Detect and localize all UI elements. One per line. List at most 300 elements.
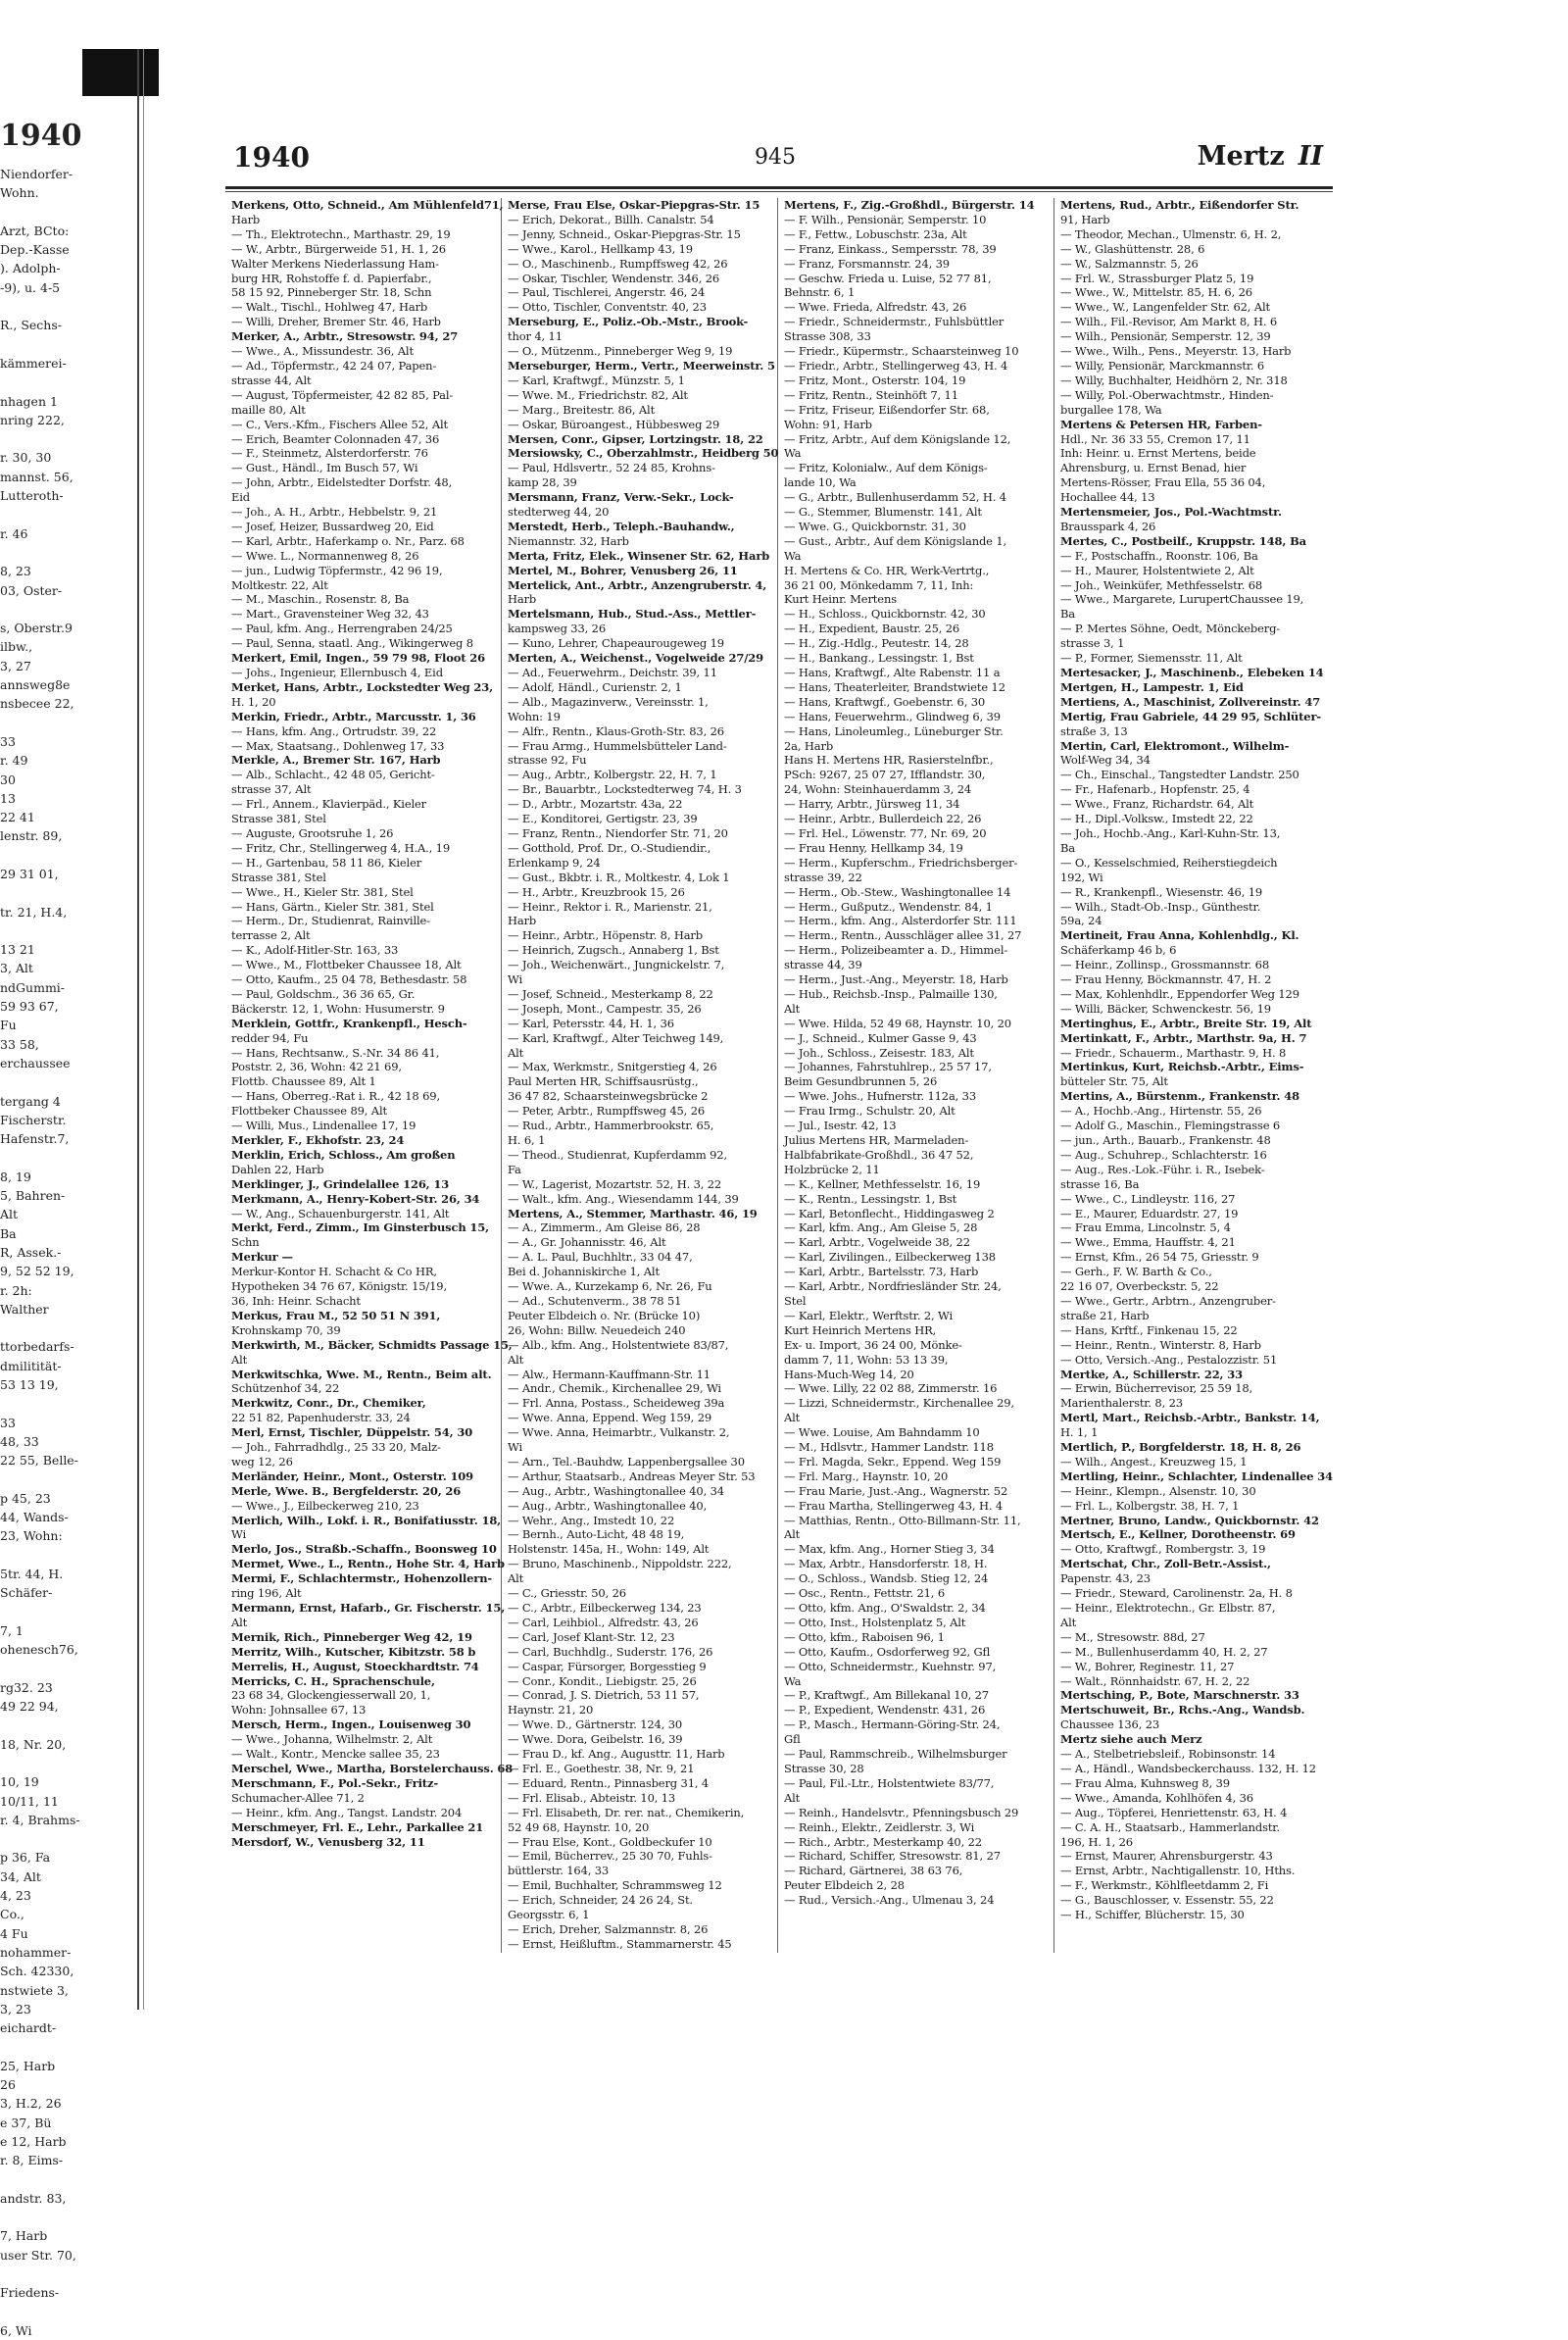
directory-entry-line: — Hans, Oberreg.-Rat i. R., 42 18 69, (231, 1089, 440, 1104)
directory-entry-line: — Fritz, Rentn., Steinhöft 7, 11 (784, 387, 958, 402)
previous-page-line: rg32. 23 (0, 1679, 53, 1695)
directory-entry-line: — Johs., Ingenieur, Ellernbusch 4, Eid (231, 666, 443, 679)
directory-entry-line: Alt (508, 1045, 524, 1060)
directory-entry-line: — Joh., A. H., Arbtr., Hebbelstr. 9, 21 (231, 505, 438, 520)
previous-page-line: 22 55, Belle- (0, 1453, 78, 1469)
previous-page-line: Friedens- (0, 2285, 60, 2301)
previous-page-line (0, 883, 135, 902)
directory-entry-line: Stel (784, 1293, 807, 1308)
previous-page-line: erchaussee (0, 1055, 71, 1070)
directory-entry-line: Haynstr. 21, 20 (508, 1703, 594, 1718)
directory-entry-line: Mertens & Petersen HR, Farben- (1060, 417, 1262, 431)
directory-entry-line: — Franz, Einkass., Sempersstr. 78, 39 (784, 241, 997, 256)
directory-entry-line: — Frau Henny, Hellkamp 34, 19 (784, 840, 963, 855)
previous-page-line: 3, Alt (0, 961, 33, 976)
directory-entry-line: Holstenstr. 145a, H., Wohn: 149, Alt (508, 1542, 710, 1557)
previous-page-line (0, 1319, 135, 1337)
directory-entry-line: Mertesacker, J., Maschinenb., Elebeken 14 (1060, 666, 1324, 679)
previous-page-line (0, 429, 135, 448)
directory-entry-line: Merseburger, Herm., Vertr., Meerweinstr. 5 (508, 358, 775, 373)
directory-entry-line: terrasse 2, Alt (231, 928, 311, 943)
directory-entry-line: Bäckerstr. 12, 1, Wohn: Husumerstr. 9 (231, 1001, 445, 1016)
directory-entry-line: PSch: 9267, 25 07 27, Ifflandstr. 30, (784, 768, 986, 782)
previous-page-line (0, 2037, 135, 2056)
previous-page-line: 53 13 19, (0, 1377, 59, 1392)
directory-entry-line: strasse 39, 22 (784, 870, 862, 884)
directory-entry-line: — D., Arbtr., Mozartstr. 43a, 22 (508, 797, 683, 812)
directory-entry-line: — Frau Else, Kont., Goldbeckufer 10 (508, 1834, 712, 1849)
directory-entry-line: — E., Maurer, Eduardstr. 27, 19 (1060, 1206, 1239, 1220)
directory-column-2 (502, 198, 778, 1953)
directory-entry-line: Mertineit, Frau Anna, Kohlenhdlg., Kl. (1060, 928, 1299, 943)
directory-entry-line: — August, Töpfermeister, 42 82 85, Pal- (231, 387, 454, 402)
previous-page-line: 5tr. 44, H. (0, 1566, 64, 1581)
directory-entry-line: H. Mertens & Co. HR, Werk-Vertrtg., (784, 563, 990, 577)
directory-entry-line: Alt (784, 1790, 801, 1805)
previous-page-line: nohammer- (0, 1944, 72, 1960)
directory-entry-line: — Max, Werkmstr., Snitgerstieg 4, 26 (508, 1060, 717, 1074)
directory-entry-line: — W., Ang., Schauenburgerstr. 141, Alt (231, 1206, 450, 1220)
directory-entry-line: Ba (1060, 607, 1076, 622)
directory-entry-line: — Adolf, Händl., Curienstr. 2, 1 (508, 679, 682, 694)
directory-entry-line: Merrelis, H., August, Stoeckhardtstr. 74 (231, 1659, 479, 1673)
directory-entry-line: H. 1, 20 (231, 694, 276, 709)
directory-entry-line: — Hans, Gärtn., Kieler Str. 381, Stel (231, 899, 434, 914)
directory-entry-line: Wa (784, 548, 802, 563)
directory-entry-line: — Aug., Res.-Lok.-Führ. i. R., Isebek- (1060, 1162, 1265, 1176)
directory-entry-line: Wa (784, 446, 802, 461)
directory-entry-line: — Paul, Tischlerei, Angerstr. 46, 24 (508, 285, 706, 300)
directory-entry-line: — P., Expedient, Wendenstr. 431, 26 (784, 1703, 986, 1718)
directory-entry-line: — Herm., Dr., Studienrat, Rainville- (231, 914, 430, 928)
directory-entry-line: — Rud., Arbtr., Hammerbrookstr. 65, (508, 1119, 714, 1133)
directory-entry-line: Alt (784, 1527, 801, 1542)
directory-entry-line: — Karl, Arbtr., Nordfriesländer Str. 24, (784, 1279, 1002, 1294)
directory-entry-line: — Franz, Rentn., Niendorfer Str. 71, 20 (508, 825, 728, 840)
directory-entry-line: — Fritz, Friseur, Eißendorfer Str. 68, (784, 402, 990, 417)
directory-entry-line: — Max, Kohlenhdlr., Eppendorfer Weg 129 (1060, 986, 1299, 1001)
directory-entry-line: — Bernh., Auto-Licht, 48 48 19, (508, 1527, 685, 1542)
directory-entry-line: 24, Wohn: Steinhauerdamm 3, 24 (784, 782, 972, 797)
directory-entry-line: — Hub., Reichsb.-Insp., Palmaille 130, (784, 986, 998, 1001)
directory-entry-line: — Karl, Elektr., Werftstr. 2, Wi (784, 1308, 954, 1322)
previous-page-line: r. 49 (0, 753, 28, 769)
directory-entry-line: — Caspar, Fürsorger, Borgesstieg 9 (508, 1659, 707, 1673)
directory-entry-line: — Friedr., Schneidermstr., Fuhlsbüttler (784, 315, 1004, 329)
directory-entry-line: Mertig, Frau Gabriele, 44 29 95, Schlüter- (1060, 709, 1322, 723)
directory-entry-line: Wohn: Johnsallee 67, 13 (231, 1703, 367, 1718)
previous-page-year: 1940 (0, 119, 82, 153)
previous-page-line: p 45, 23 (0, 1490, 51, 1506)
directory-entry-line: — Aug., Arbtr., Kolbergstr. 22, H. 7, 1 (508, 768, 717, 782)
directory-entry-line: strasse 37, Alt (231, 782, 312, 797)
directory-entry-line: — P. Mertes Söhne, Oedt, Mönckeberg- (1060, 622, 1281, 636)
directory-entry-line: — Herm., Just.-Ang., Meyerstr. 18, Harb (784, 972, 1008, 987)
previous-page-line (0, 1754, 135, 1772)
directory-entry-line: Halbfabrikate-Großhdl., 36 47 52, (784, 1147, 974, 1162)
directory-entry-line: Mermet, Wwe., L., Rentn., Hohe Str. 4, Harb (231, 1557, 505, 1571)
previous-page-lines (0, 165, 135, 2340)
directory-entry-line: Wi (508, 1440, 522, 1455)
directory-entry-line: — O., Kesselschmied, Reiherstiegdeich (1060, 855, 1278, 870)
previous-page-line: Wohn. (0, 185, 39, 201)
previous-page-line: 6, Wi (0, 2322, 32, 2338)
directory-entry-line: Mersiowsky, C., Oberzahlmstr., Heidberg 50 (508, 446, 779, 461)
directory-entry-line: — Alb., Schlacht., 42 48 05, Gericht- (231, 768, 435, 782)
directory-entry-line: Merklinger, J., Grindelallee 126, 13 (231, 1176, 450, 1191)
directory-entry-line: Mertens, A., Stemmer, Marthastr. 46, 19 (508, 1206, 758, 1220)
directory-entry-line: — F. Wilh., Pensionär, Semperstr. 10 (784, 212, 987, 226)
directory-entry-line: — Wilh., Angest., Kreuzweg 15, 1 (1060, 1454, 1248, 1469)
directory-entry-line: — Ernst, Arbtr., Nachtigallenstr. 10, Hths. (1060, 1864, 1296, 1878)
directory-entry-line: — Bruno, Maschinenb., Nippoldstr. 222, (508, 1557, 732, 1571)
directory-entry-line: — Alb., kfm. Ang., Holstentwiete 83/87, (508, 1337, 729, 1352)
scan-edge-mark (82, 49, 159, 96)
previous-page-line: 4 Fu (0, 1925, 28, 1941)
directory-entry-line: — C., Griesstr. 50, 26 (508, 1586, 626, 1601)
directory-entry-line: Merkwitschka, Wwe. M., Rentn., Beim alt. (231, 1367, 492, 1381)
directory-entry-line: Mertl, Mart., Reichsb.-Arbtr., Bankstr. 14, (1060, 1411, 1320, 1425)
directory-entry-line: — Johannes, Fahrstuhlrep., 25 57 17, (784, 1060, 992, 1074)
directory-entry-line: burgallee 178, Wa (1060, 402, 1162, 417)
directory-entry-line: strasse 92, Fu (508, 753, 587, 768)
directory-entry-line: — Josef, Heizer, Bussardweg 20, Eid (231, 519, 434, 533)
directory-entry-line: Alt (231, 1615, 248, 1629)
previous-page-line: Dep.-Kasse (0, 242, 70, 258)
directory-entry-line: — Wwe., Emma, Hauffstr. 4, 21 (1060, 1235, 1236, 1250)
directory-entry-line: — Harry, Arbtr., Jürsweg 11, 34 (784, 797, 960, 812)
previous-page-line (0, 1716, 135, 1734)
directory-column-4 (1054, 198, 1331, 1953)
directory-entry-line: — Max, Arbtr., Hansdorferstr. 18, H. (784, 1557, 988, 1571)
header-year: 1940 (233, 141, 310, 174)
directory-entry-line: Wohn: 91, Harb (784, 417, 872, 431)
directory-entry-line: — Frl. Anna, Postass., Scheideweg 39a (508, 1396, 725, 1411)
directory-entry-line: — Herm., kfm. Ang., Alsterdorfer Str. 111 (784, 914, 1017, 928)
directory-entry-line: — Otto, Inst., Holstenplatz 5, Alt (784, 1615, 966, 1629)
directory-entry-line: — F., Fettw., Lobuschstr. 23a, Alt (784, 226, 967, 241)
directory-entry-line: — Herm., Ob.-Stew., Washingtonallee 14 (784, 884, 1011, 899)
previous-page-line: Co., (0, 1907, 24, 1922)
previous-page-line (0, 1829, 135, 1848)
directory-entry-line: — jun., Arth., Bauarb., Frankenstr. 48 (1060, 1133, 1271, 1147)
previous-page-line (0, 1394, 135, 1413)
directory-entry-line: Alt (1060, 1615, 1077, 1629)
directory-entry-line: — Wwe., J., Eilbeckerweg 210, 23 (231, 1498, 419, 1513)
directory-entry-line: — Erich, Schneider, 24 26 24, St. (508, 1893, 693, 1908)
directory-entry-line: — Willy, Pensionär, Marckmannstr. 6 (1060, 358, 1265, 373)
previous-page-line (0, 600, 135, 619)
directory-entry-line: — H., Gartenbau, 58 11 86, Kieler (231, 855, 422, 870)
previous-page-line: 10/11, 11 (0, 1793, 59, 1809)
directory-entry-line: — Wwe., W., Mittelstr. 85, H. 6, 26 (1060, 285, 1252, 300)
directory-entry-line: Mertschat, Chr., Zoll-Betr.-Assist., (1060, 1557, 1271, 1571)
directory-entry-line: Papenstr. 43, 23 (1060, 1571, 1151, 1586)
previous-page-line: Hafenstr.7, (0, 1131, 70, 1147)
directory-entry-line: — Frau Marie, Just.-Ang., Wagnerstr. 52 (784, 1483, 1008, 1498)
directory-entry-line: — Wwe., C., Lindleystr. 116, 27 (1060, 1191, 1236, 1206)
previous-page-line: tr. 21, H.4, (0, 904, 68, 920)
directory-entry-line: — Frl. Elisab., Abteistr. 10, 13 (508, 1790, 676, 1805)
directory-entry-line: Holzbrücke 2, 11 (784, 1162, 880, 1176)
directory-entry-line: Wolf-Weg 34, 34 (1060, 753, 1151, 768)
previous-page-line (0, 1148, 135, 1167)
directory-entry-line: — Aug., Arbtr., Washingtonallee 40, (508, 1498, 708, 1513)
directory-page (225, 137, 1333, 1951)
previous-page-line: 44, Wands- (0, 1510, 69, 1525)
previous-page-line: 33 58, (0, 1036, 39, 1052)
directory-entry-line: Mertin, Carl, Elektromont., Wilhelm- (1060, 738, 1290, 753)
directory-entry-line: — Mart., Gravensteiner Weg 32, 43 (231, 607, 429, 622)
directory-entry-line: — J., Schneid., Kulmer Gasse 9, 43 (784, 1030, 977, 1045)
directory-entry-line: — G., Arbtr., Bullenhuserdamm 52, H. 4 (784, 490, 1006, 505)
previous-page-line: ohenesch76, (0, 1642, 78, 1658)
directory-entry-line: Schumacher-Allee 71, 2 (231, 1790, 365, 1805)
previous-page-line (0, 543, 135, 562)
directory-entry-line: H. 1, 1 (1060, 1425, 1099, 1440)
directory-entry-line: Ex- u. Import, 36 24 00, Mönke- (784, 1337, 962, 1352)
directory-entry-line: — Frau Emma, Lincolnstr. 5, 4 (1060, 1220, 1231, 1235)
directory-entry-line: Hdl., Nr. 36 33 55, Cremon 17, 11 (1060, 431, 1250, 446)
previous-page-line: 33 (0, 733, 16, 749)
directory-entry-line: — Paul, Fil.-Ltr., Holstentwiete 83/77, (784, 1775, 995, 1790)
directory-column-3 (778, 198, 1054, 1953)
previous-page-line: Schäfer- (0, 1585, 53, 1601)
directory-entry-line: — Rich., Arbtr., Mesterkamp 40, 22 (784, 1834, 982, 1849)
previous-page-line: 25, Harb (0, 2058, 56, 2073)
directory-entry-line: — Willi, Mus., Lindenallee 17, 19 (231, 1119, 416, 1133)
directory-entry-line: — Reinh., Elektr., Zeidlerstr. 3, Wi (784, 1819, 975, 1834)
directory-entry-line: Flottbeker Chaussee 89, Alt (231, 1104, 387, 1119)
directory-entry-line: — jun., Ludwig Töpfermstr., 42 96 19, (231, 563, 443, 577)
directory-entry-line: — Wwe., Amanda, Kohlhöfen 4, 36 (1060, 1790, 1253, 1805)
directory-entry-line: Wi (508, 972, 522, 987)
previous-page-line: 59 93 67, (0, 999, 59, 1015)
directory-entry-line: Mertner, Bruno, Landw., Quickbornstr. 42 (1060, 1513, 1319, 1527)
directory-entry-line: Brausspark 4, 26 (1060, 519, 1156, 533)
directory-entry-line: — Otto, kfm., Raboisen 96, 1 (784, 1629, 945, 1644)
directory-entry-line: — Ch., Einschal., Tangstedter Landstr. 250 (1060, 768, 1299, 782)
directory-entry-line: — A., Gr. Johannisstr. 46, Alt (508, 1235, 666, 1250)
directory-entry-line: — Willy, Buchhalter, Heidhörn 2, Nr. 318 (1060, 373, 1288, 387)
directory-entry-line: — Jul., Isestr. 42, 13 (784, 1119, 897, 1133)
previous-page-line: Ba (0, 1225, 17, 1241)
book-spine-shadow (143, 49, 144, 2010)
directory-entry-line: — Joseph, Mont., Campestr. 35, 26 (508, 1001, 702, 1016)
directory-entry-line: — W., Arbtr., Bürgerweide 51, H. 1, 26 (231, 241, 446, 256)
directory-entry-line: Bei d. Johanniskirche 1, Alt (508, 1265, 660, 1279)
directory-entry-line: — Karl, Petersstr. 44, H. 1, 36 (508, 1016, 674, 1030)
directory-entry-line: — Hans, Theaterleiter, Brandstwiete 12 (784, 679, 1005, 694)
directory-entry-line: Julius Mertens HR, Marmeladen- (784, 1133, 969, 1147)
previous-page-line (0, 1469, 135, 1488)
directory-entry-line: — Wwe., Margarete, LurupertChaussee 19, (1060, 592, 1304, 607)
book-spine (137, 49, 139, 2010)
directory-entry-line: — Heinr., Arbtr., Höpenstr. 8, Harb (508, 928, 703, 943)
directory-entry-line: — Heinr., Zollinsp., Grossmannstr. 68 (1060, 958, 1269, 972)
previous-page-line (0, 335, 135, 354)
directory-entry-line: — Friedr., Schauerm., Marthastr. 9, H. 8 (1060, 1045, 1287, 1060)
previous-page-line: R., Sechs- (0, 318, 62, 333)
directory-entry-line: — F., Postschaffn., Roonstr. 106, Ba (1060, 548, 1258, 563)
directory-entry-line: — F., Werkmstr., Köhlfleetdamm 2, Fi (1060, 1878, 1269, 1893)
header-rule-thin (225, 191, 1333, 192)
directory-entry-line: Merket, Hans, Arbtr., Lockstedter Weg 23, (231, 679, 493, 694)
directory-entry-line: — F., Steinmetz, Alsterdorferstr. 76 (231, 446, 428, 461)
previous-page-line: 22 41 (0, 810, 35, 825)
directory-entry-line: — Friedr., Arbtr., Stellingerweg 43, H. 4 (784, 358, 1008, 373)
directory-entry-line: — Gust., Arbtr., Auf dem Königslande 1, (784, 533, 1007, 548)
directory-entry-line: — Aug., Schuhrep., Schlachterstr. 16 (1060, 1147, 1267, 1162)
directory-entry-line: — Oskar, Tischler, Wendenstr. 346, 26 (508, 271, 720, 285)
directory-column-1 (225, 198, 514, 1953)
directory-entry-line: Mertiens, A., Maschinist, Zollvereinstr. 47 (1060, 694, 1321, 709)
directory-entry-line: Mertgen, H., Lampestr. 1, Eid (1060, 679, 1244, 694)
directory-entry-line: — Herm., Polizeibeamter a. D., Himmel- (784, 943, 1008, 958)
directory-entry-line: — Hans, Kraftwgf., Goebenstr. 6, 30 (784, 694, 986, 709)
directory-entry-line: bütteler Str. 75, Alt (1060, 1074, 1168, 1089)
previous-page-line: eichardt- (0, 2020, 57, 2036)
directory-entry-line: — Fritz, Mont., Osterstr. 104, 19 (784, 373, 966, 387)
directory-entry-line: — Lizzi, Schneidermstr., Kirchenallee 29, (784, 1396, 1014, 1411)
directory-entry-line: — Frau Irmg., Schulstr. 20, Alt (784, 1104, 956, 1119)
directory-entry-line: 58 15 92, Pinneberger Str. 18, Schn (231, 285, 432, 300)
directory-entry-line: Mermi, F., Schlachtermstr., Hohenzollern- (231, 1571, 493, 1586)
directory-entry-line: — Frl. Magda, Sekr., Eppend. Weg 159 (784, 1454, 1002, 1469)
directory-entry-line: — Max, Staatsang., Dohlenweg 17, 33 (231, 738, 445, 753)
directory-entry-line: — Joh., Weinküfer, Methfesselstr. 68 (1060, 577, 1263, 592)
previous-page-line: nsbecee 22, (0, 696, 74, 712)
previous-page-line (0, 1659, 135, 1677)
directory-entry-line: — A., Stelbetriebsleif., Robinsonstr. 14 (1060, 1747, 1276, 1762)
directory-entry-line: — H., Zig.-Hdlg., Peutestr. 14, 28 (784, 636, 969, 651)
directory-entry-line: Mertins, A., Bürstenm., Frankenstr. 48 (1060, 1089, 1299, 1104)
previous-page-line: Walther (0, 1301, 49, 1317)
directory-entry-line: Mertinghus, E., Arbtr., Breite Str. 19, Alt (1060, 1016, 1312, 1030)
directory-entry-line: Ahrensburg, u. Ernst Benad, hier (1060, 461, 1247, 475)
directory-entry-line: — Hans, kfm. Ang., Ortrudstr. 39, 22 (231, 723, 437, 738)
directory-entry-line: Harb (231, 212, 261, 226)
directory-entry-line: Strasse 30, 28 (784, 1761, 864, 1775)
directory-entry-line: — Wwe. Dora, Geibelstr. 16, 39 (508, 1732, 683, 1747)
directory-entry-line: — Willy, Pol.-Oberwachtmstr., Hinden- (1060, 387, 1274, 402)
directory-entry-line: — Fr., Hafenarb., Hopfenstr. 25, 4 (1060, 782, 1250, 797)
directory-entry-line: — Theod., Studienrat, Kupferdamm 92, (508, 1147, 727, 1162)
directory-entry-line: — O., Mützenm., Pinneberger Weg 9, 19 (508, 344, 733, 359)
directory-entry-line: — Wwe. M., Friedrichstr. 82, Alt (508, 387, 688, 402)
previous-page-line: 3, 23 (0, 2001, 31, 2016)
directory-entry-line: Chaussee 136, 23 (1060, 1718, 1160, 1732)
previous-page-line: -9), u. 4-5 (0, 279, 61, 295)
directory-entry-line: — Ernst, Maurer, Ahrensburgerstr. 43 (1060, 1849, 1273, 1864)
directory-entry-line: Alt (231, 1352, 248, 1367)
previous-page-line: Sch. 42330, (0, 1964, 74, 1979)
directory-entry-line: — Frau D., kf. Ang., Augusttr. 11, Harb (508, 1747, 725, 1762)
previous-page-line: ). Adolph- (0, 261, 61, 276)
directory-entry-line: Mersen, Conr., Gipser, Lortzingstr. 18, 22 (508, 431, 763, 446)
previous-page-line: 8, 19 (0, 1169, 31, 1184)
directory-entry-line: Merricks, C. H., Sprachenschule, (231, 1673, 435, 1688)
directory-entry-line: — Ad., Feuerwehrm., Deichstr. 39, 11 (508, 666, 717, 679)
directory-entry-line: Merkert, Emil, Ingen., 59 79 98, Floot 26 (231, 651, 485, 666)
directory-entry-line: — Frl. Marg., Haynstr. 10, 20 (784, 1469, 949, 1483)
directory-entry-line: Strasse 381, Stel (231, 812, 326, 826)
directory-entry-line: Mertlich, P., Borgfelderstr. 18, H. 8, 26 (1060, 1440, 1301, 1455)
directory-entry-line: — Walt., Rönnhaidstr. 67, H. 2, 22 (1060, 1673, 1250, 1688)
directory-entry-line: — P., Former, Siemensstr. 11, Alt (1060, 651, 1243, 666)
directory-entry-line: Merkens, Otto, Schneid., Am Mühlenfeld71, (231, 198, 504, 212)
previous-page-line: 23, Wohn: (0, 1528, 63, 1544)
directory-entry-line: — A., Hochb.-Ang., Hirtenstr. 55, 26 (1060, 1104, 1262, 1119)
directory-entry-line: Mertelick, Ant., Arbtr., Anzengruberstr. 4, (508, 577, 767, 592)
directory-entry-line: — Emil, Bücherrev., 25 30 70, Fuhls- (508, 1849, 712, 1864)
previous-page-line: andstr. 83, (0, 2190, 67, 2206)
directory-entry-line: — Paul, kfm. Ang., Herrengraben 24/25 (231, 622, 453, 636)
previous-page-line (0, 2265, 135, 2283)
directory-entry-line: — Br., Bauarbtr., Lockstedterweg 74, H. 3 (508, 782, 742, 797)
previous-page-line (0, 297, 135, 316)
directory-entry-line: — W., Lagerist, Mozartstr. 52, H. 3, 22 (508, 1176, 722, 1191)
directory-entry-line: 59a, 24 (1060, 914, 1102, 928)
directory-entry-line: Schn (231, 1235, 260, 1250)
directory-entry-line: — Walt., kfm. Ang., Wiesendamm 144, 39 (508, 1191, 739, 1206)
directory-entry-line: weg 12, 26 (231, 1454, 293, 1469)
directory-entry-line: — Erich, Dekorat., Billh. Canalstr. 54 (508, 212, 714, 226)
directory-entry-line: Georgsstr. 6, 1 (508, 1908, 590, 1922)
previous-page-line: r. 4, Brahms- (0, 1812, 80, 1827)
previous-page-line: 13 (0, 790, 16, 806)
directory-entry-line: — Karl, Zivilingen., Eilbeckerweg 138 (784, 1250, 996, 1265)
directory-entry-line: — Hans, Feuerwehrm., Glindweg 6, 39 (784, 709, 1001, 723)
directory-entry-line: — Carl, Josef Klant-Str. 12, 23 (508, 1629, 675, 1644)
directory-entry-line: — Richard, Schiffer, Stresowstr. 81, 27 (784, 1849, 1001, 1864)
directory-entry-line: Merker, A., Arbtr., Stresowstr. 94, 27 (231, 329, 459, 344)
directory-entry-line: Mertschuweit, Br., Rchs.-Ang., Wandsb. (1060, 1703, 1305, 1718)
previous-page-line: e 37, Bü (0, 2115, 52, 2130)
directory-entry-line: — H., Maurer, Holstentwiete 2, Alt (1060, 563, 1254, 577)
directory-entry-line: — Wwe., Karol., Hellkamp 43, 19 (508, 241, 693, 256)
directory-entry-line: — P., Masch., Hermann-Göring-Str. 24, (784, 1718, 1001, 1732)
previous-page-line: p 36, Fa (0, 1850, 51, 1866)
directory-entry-line: Behnstr. 6, 1 (784, 285, 856, 300)
directory-entry-line: Mertke, A., Schillerstr. 22, 33 (1060, 1367, 1243, 1381)
directory-entry-line: Strasse 381, Stel (231, 870, 326, 884)
directory-entry-line: Hans H. Mertens HR, Rasierstelnfbr., (784, 753, 994, 768)
directory-entry-line: — K., Kellner, Methfesselstr. 16, 19 (784, 1176, 981, 1191)
directory-entry-line: — Heinr., Arbtr., Bullerdeich 22, 26 (784, 812, 982, 826)
previous-page-line: r. 46 (0, 525, 28, 541)
directory-entry-line: — A., Händl., Wandsbeckerchauss. 132, H. 12 (1060, 1761, 1316, 1775)
directory-entry-line: — Marg., Breitestr. 86, Alt (508, 402, 656, 417)
directory-entry-line: — Willi, Bäcker, Schwenckestr. 56, 19 (1060, 1001, 1271, 1016)
directory-entry-line: Mertens, F., Zig.-Großhdl., Bürgerstr. 14 (784, 198, 1035, 212)
directory-entry-line: — Aug., Arbtr., Washingtonallee 40, 34 (508, 1483, 724, 1498)
directory-entry-line: — Karl, Arbtr., Vogelweide 38, 22 (784, 1235, 970, 1250)
directory-entry-line: maille 80, Alt (231, 402, 306, 417)
directory-entry-line: — Hans, Krftf., Finkenau 15, 22 (1060, 1322, 1238, 1337)
directory-entry-line: — C., Vers.-Kfm., Fischers Allee 52, Alt (231, 417, 448, 431)
header-name: Mertz (1197, 141, 1285, 172)
directory-entry-line: kampsweg 33, 26 (508, 622, 606, 636)
previous-page-line: ndGummi- (0, 979, 66, 995)
previous-page-line: nhagen 1 (0, 393, 58, 409)
directory-entry-line: Mersdorf, W., Venusberg 32, 11 (231, 1834, 425, 1849)
previous-page-line (0, 2169, 135, 2188)
directory-entry-line: Merländer, Heinr., Mont., Osterstr. 109 (231, 1469, 474, 1483)
directory-entry-line: — Heinr., Elektrotechn., Gr. Elbstr. 87, (1060, 1601, 1276, 1615)
previous-page-line: 34, Alt (0, 1868, 41, 1884)
previous-page-line: 7, 1 (0, 1622, 24, 1638)
